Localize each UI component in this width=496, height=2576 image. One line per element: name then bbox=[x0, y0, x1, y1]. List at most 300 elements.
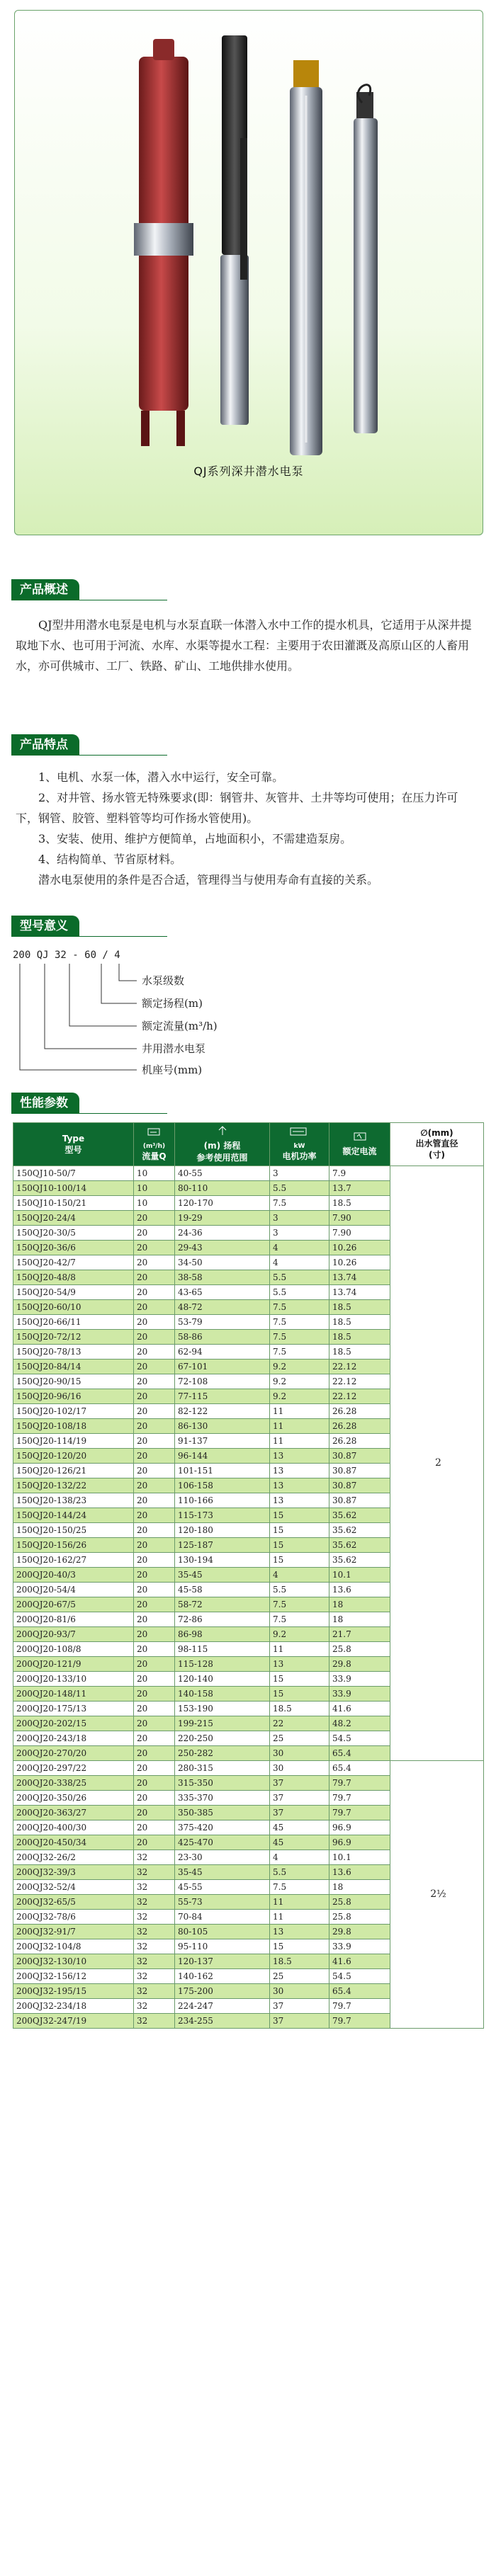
cell-flow: 20 bbox=[134, 1523, 175, 1538]
cell-head: 43-65 bbox=[175, 1285, 270, 1300]
cell-flow: 20 bbox=[134, 1657, 175, 1672]
cell-type: 150QJ20-24/4 bbox=[13, 1211, 134, 1226]
cell-type: 200QJ32-26/2 bbox=[13, 1850, 134, 1865]
cell-diameter: 2 bbox=[390, 1166, 484, 1761]
cell-head: 234-255 bbox=[175, 2014, 270, 2029]
cell-type: 150QJ20-114/19 bbox=[13, 1434, 134, 1449]
cell-flow: 32 bbox=[134, 1865, 175, 1880]
cell-head: 175-200 bbox=[175, 1984, 270, 1999]
cell-flow: 20 bbox=[134, 1731, 175, 1746]
model-label: 井用潜水电泵 bbox=[142, 1042, 206, 1055]
cell-power: 9.2 bbox=[270, 1374, 329, 1389]
cell-current: 7.9 bbox=[329, 1166, 390, 1181]
cell-type: 200QJ20-121/9 bbox=[13, 1657, 134, 1672]
cell-current: 96.9 bbox=[329, 1835, 390, 1850]
cell-head: 120-137 bbox=[175, 1954, 270, 1969]
cell-type: 200QJ20-133/10 bbox=[13, 1672, 134, 1687]
cell-flow: 32 bbox=[134, 1910, 175, 1925]
red-pump-image bbox=[134, 39, 193, 446]
cell-type: 150QJ20-144/24 bbox=[13, 1508, 134, 1523]
cell-power: 5.5 bbox=[270, 1285, 329, 1300]
cell-current: 79.7 bbox=[329, 1791, 390, 1806]
cell-type: 200QJ20-400/30 bbox=[13, 1820, 134, 1835]
header-flow: (m³/h) 流量Q bbox=[134, 1123, 175, 1166]
cell-head: 24-36 bbox=[175, 1226, 270, 1241]
cell-type: 150QJ20-162/27 bbox=[13, 1553, 134, 1568]
cell-current: 13.74 bbox=[329, 1270, 390, 1285]
cell-flow: 32 bbox=[134, 1954, 175, 1969]
cell-power: 4 bbox=[270, 1255, 329, 1270]
cell-type: 200QJ32-247/19 bbox=[13, 2014, 134, 2029]
cell-flow: 20 bbox=[134, 1478, 175, 1493]
cell-flow: 20 bbox=[134, 1627, 175, 1642]
cell-type: 200QJ20-450/34 bbox=[13, 1835, 134, 1850]
cell-flow: 20 bbox=[134, 1806, 175, 1820]
cell-current: 25.8 bbox=[329, 1910, 390, 1925]
cell-current: 33.9 bbox=[329, 1939, 390, 1954]
cell-current: 79.7 bbox=[329, 1776, 390, 1791]
cell-current: 26.28 bbox=[329, 1434, 390, 1449]
cell-head: 130-194 bbox=[175, 1553, 270, 1568]
cell-current: 29.8 bbox=[329, 1925, 390, 1939]
params-header bbox=[11, 1093, 496, 1114]
cell-power: 25 bbox=[270, 1731, 329, 1746]
feature-item: 潜水电泵使用的条件是否合适，管理得当与使用寿命有直接的关系。 bbox=[38, 873, 379, 887]
cell-power: 30 bbox=[270, 1984, 329, 1999]
features-title: 产品特点 bbox=[11, 734, 79, 756]
cell-power: 25 bbox=[270, 1969, 329, 1984]
cell-current: 10.1 bbox=[329, 1568, 390, 1583]
cell-power: 7.5 bbox=[270, 1300, 329, 1315]
cell-flow: 20 bbox=[134, 1404, 175, 1419]
model-label: 额定流量(m³/h) bbox=[142, 1020, 218, 1032]
cell-current: 26.28 bbox=[329, 1419, 390, 1434]
cell-current: 30.87 bbox=[329, 1478, 390, 1493]
cell-current: 30.87 bbox=[329, 1493, 390, 1508]
cell-power: 30 bbox=[270, 1746, 329, 1761]
cell-flow: 20 bbox=[134, 1241, 175, 1255]
cell-power: 7.5 bbox=[270, 1597, 329, 1612]
black-pump-image bbox=[220, 35, 249, 425]
cell-power: 13 bbox=[270, 1464, 329, 1478]
cell-head: 315-350 bbox=[175, 1776, 270, 1791]
cell-current: 65.4 bbox=[329, 1984, 390, 1999]
cell-head: 23-30 bbox=[175, 1850, 270, 1865]
cell-type: 150QJ10-50/7 bbox=[13, 1166, 134, 1181]
cell-type: 150QJ20-132/22 bbox=[13, 1478, 134, 1493]
motor-icon bbox=[270, 1127, 329, 1139]
cell-type: 150QJ20-156/26 bbox=[13, 1538, 134, 1553]
cell-current: 25.8 bbox=[329, 1895, 390, 1910]
product-photo bbox=[14, 10, 483, 535]
cell-current: 25.8 bbox=[329, 1642, 390, 1657]
cell-power: 15 bbox=[270, 1939, 329, 1954]
cell-power: 11 bbox=[270, 1419, 329, 1434]
cell-current: 18.5 bbox=[329, 1345, 390, 1360]
cell-flow: 32 bbox=[134, 1925, 175, 1939]
cell-power: 30 bbox=[270, 1761, 329, 1776]
cell-head: 115-128 bbox=[175, 1657, 270, 1672]
cell-power: 3 bbox=[270, 1166, 329, 1181]
model-label: 机座号(mm) bbox=[142, 1064, 203, 1076]
cell-type: 150QJ20-72/12 bbox=[13, 1330, 134, 1345]
cell-flow: 20 bbox=[134, 1672, 175, 1687]
cell-power: 4 bbox=[270, 1568, 329, 1583]
cell-head: 70-84 bbox=[175, 1910, 270, 1925]
cell-type: 150QJ20-54/9 bbox=[13, 1285, 134, 1300]
cell-current: 18.5 bbox=[329, 1300, 390, 1315]
header-head: (m) 扬程 参考使用范围 bbox=[175, 1123, 270, 1166]
cell-type: 200QJ20-297/22 bbox=[13, 1761, 134, 1776]
cell-current: 7.90 bbox=[329, 1211, 390, 1226]
cell-flow: 20 bbox=[134, 1389, 175, 1404]
table-row bbox=[13, 1761, 484, 1776]
cell-head: 67-101 bbox=[175, 1360, 270, 1374]
cell-current: 22.12 bbox=[329, 1389, 390, 1404]
cell-flow: 20 bbox=[134, 1300, 175, 1315]
cell-current: 35.62 bbox=[329, 1553, 390, 1568]
cell-type: 200QJ32-156/12 bbox=[13, 1969, 134, 1984]
cell-power: 22 bbox=[270, 1716, 329, 1731]
cell-power: 7.5 bbox=[270, 1330, 329, 1345]
cell-current: 18 bbox=[329, 1880, 390, 1895]
cell-type: 200QJ20-202/15 bbox=[13, 1716, 134, 1731]
cell-head: 220-250 bbox=[175, 1731, 270, 1746]
cell-flow: 10 bbox=[134, 1196, 175, 1211]
cell-flow: 20 bbox=[134, 1226, 175, 1241]
cell-type: 150QJ20-84/14 bbox=[13, 1360, 134, 1374]
divider bbox=[79, 755, 167, 756]
cell-power: 3 bbox=[270, 1226, 329, 1241]
cell-head: 350-385 bbox=[175, 1806, 270, 1820]
cell-power: 15 bbox=[270, 1538, 329, 1553]
cell-flow: 20 bbox=[134, 1360, 175, 1374]
cell-type: 200QJ20-363/27 bbox=[13, 1806, 134, 1820]
cell-type: 150QJ20-96/16 bbox=[13, 1389, 134, 1404]
params-title: 性能参数 bbox=[11, 1093, 79, 1114]
cell-type: 200QJ32-130/10 bbox=[13, 1954, 134, 1969]
cell-type: 200QJ20-148/11 bbox=[13, 1687, 134, 1702]
cell-flow: 32 bbox=[134, 1850, 175, 1865]
cell-power: 15 bbox=[270, 1672, 329, 1687]
cell-head: 53-79 bbox=[175, 1315, 270, 1330]
cell-type: 150QJ20-108/18 bbox=[13, 1419, 134, 1434]
cell-head: 98-115 bbox=[175, 1642, 270, 1657]
divider bbox=[79, 1113, 167, 1114]
cell-power: 37 bbox=[270, 1776, 329, 1791]
cell-type: 200QJ20-81/6 bbox=[13, 1612, 134, 1627]
cell-power: 7.5 bbox=[270, 1315, 329, 1330]
cell-type: 150QJ20-66/11 bbox=[13, 1315, 134, 1330]
cell-power: 5.5 bbox=[270, 1270, 329, 1285]
cell-flow: 20 bbox=[134, 1434, 175, 1449]
cell-type: 150QJ20-102/17 bbox=[13, 1404, 134, 1419]
cell-type: 200QJ20-270/20 bbox=[13, 1746, 134, 1761]
cell-current: 54.5 bbox=[329, 1969, 390, 1984]
cell-power: 5.5 bbox=[270, 1865, 329, 1880]
cell-current: 18 bbox=[329, 1612, 390, 1627]
cell-current: 18.5 bbox=[329, 1330, 390, 1345]
cell-current: 29.8 bbox=[329, 1657, 390, 1672]
cell-flow: 20 bbox=[134, 1746, 175, 1761]
cell-current: 18.5 bbox=[329, 1196, 390, 1211]
cell-power: 11 bbox=[270, 1404, 329, 1419]
cell-power: 4 bbox=[270, 1850, 329, 1865]
cell-flow: 20 bbox=[134, 1270, 175, 1285]
cell-head: 95-110 bbox=[175, 1939, 270, 1954]
header-type: Type 型号 bbox=[13, 1123, 134, 1166]
cell-power: 13 bbox=[270, 1478, 329, 1493]
cell-head: 153-190 bbox=[175, 1702, 270, 1716]
model-diagram bbox=[13, 950, 496, 1084]
cell-flow: 32 bbox=[134, 2014, 175, 2029]
cell-type: 150QJ20-36/6 bbox=[13, 1241, 134, 1255]
cell-type: 200QJ32-195/15 bbox=[13, 1984, 134, 1999]
cell-type: 150QJ10-100/14 bbox=[13, 1181, 134, 1196]
cell-power: 11 bbox=[270, 1642, 329, 1657]
steel-pump-image bbox=[290, 60, 322, 455]
cell-head: 19-29 bbox=[175, 1211, 270, 1226]
cell-current: 7.90 bbox=[329, 1226, 390, 1241]
cell-current: 13.74 bbox=[329, 1285, 390, 1300]
cell-current: 18.5 bbox=[329, 1315, 390, 1330]
cell-flow: 32 bbox=[134, 1969, 175, 1984]
cell-flow: 32 bbox=[134, 1984, 175, 1999]
model-label: 水泵级数 bbox=[142, 974, 185, 987]
cell-current: 30.87 bbox=[329, 1449, 390, 1464]
cell-flow: 20 bbox=[134, 1211, 175, 1226]
cell-type: 200QJ20-67/5 bbox=[13, 1597, 134, 1612]
cell-type: 200QJ20-175/13 bbox=[13, 1702, 134, 1716]
current-icon bbox=[329, 1132, 390, 1144]
cell-flow: 20 bbox=[134, 1776, 175, 1791]
cell-flow: 20 bbox=[134, 1508, 175, 1523]
cell-type: 200QJ32-104/8 bbox=[13, 1939, 134, 1954]
cell-current: 79.7 bbox=[329, 1806, 390, 1820]
cell-power: 5.5 bbox=[270, 1583, 329, 1597]
cell-power: 7.5 bbox=[270, 1196, 329, 1211]
cell-power: 18.5 bbox=[270, 1702, 329, 1716]
cell-head: 140-158 bbox=[175, 1687, 270, 1702]
cell-flow: 32 bbox=[134, 1939, 175, 1954]
cell-type: 200QJ32-78/6 bbox=[13, 1910, 134, 1925]
cell-power: 9.2 bbox=[270, 1389, 329, 1404]
cell-head: 425-470 bbox=[175, 1835, 270, 1850]
cell-current: 18 bbox=[329, 1597, 390, 1612]
head-icon bbox=[175, 1126, 269, 1138]
cell-flow: 20 bbox=[134, 1820, 175, 1835]
cell-flow: 20 bbox=[134, 1464, 175, 1478]
cell-type: 200QJ20-243/18 bbox=[13, 1731, 134, 1746]
cell-head: 72-108 bbox=[175, 1374, 270, 1389]
cell-flow: 20 bbox=[134, 1553, 175, 1568]
cell-power: 15 bbox=[270, 1553, 329, 1568]
cell-head: 140-162 bbox=[175, 1969, 270, 1984]
cell-head: 375-420 bbox=[175, 1820, 270, 1835]
cell-head: 224-247 bbox=[175, 1999, 270, 2014]
cell-head: 115-173 bbox=[175, 1508, 270, 1523]
cell-type: 150QJ20-30/5 bbox=[13, 1226, 134, 1241]
cell-flow: 20 bbox=[134, 1449, 175, 1464]
cell-power: 15 bbox=[270, 1687, 329, 1702]
cell-flow: 20 bbox=[134, 1583, 175, 1597]
cell-head: 101-151 bbox=[175, 1464, 270, 1478]
cell-current: 35.62 bbox=[329, 1538, 390, 1553]
cell-head: 80-105 bbox=[175, 1925, 270, 1939]
cell-current: 65.4 bbox=[329, 1761, 390, 1776]
header-diameter: ∅(mm) 出水管直径(寸) bbox=[390, 1123, 484, 1166]
cell-power: 37 bbox=[270, 1999, 329, 2014]
cell-head: 48-72 bbox=[175, 1300, 270, 1315]
cell-power: 11 bbox=[270, 1434, 329, 1449]
cell-power: 7.5 bbox=[270, 1612, 329, 1627]
header-power: kW 电机功率 bbox=[270, 1123, 329, 1166]
model-code: 200 QJ 32 - 60 / 4 bbox=[13, 950, 120, 961]
cell-head: 72-86 bbox=[175, 1612, 270, 1627]
cell-head: 120-140 bbox=[175, 1672, 270, 1687]
cell-head: 91-137 bbox=[175, 1434, 270, 1449]
cell-current: 41.6 bbox=[329, 1702, 390, 1716]
cell-flow: 10 bbox=[134, 1181, 175, 1196]
feature-item: 2、对井管、扬水管无特殊要求(即：钢管井、灰管井、土井等均可使用；在压力许可下，钢管、胶管、塑料管等均可作扬水管使用)。 bbox=[16, 791, 458, 825]
cell-flow: 20 bbox=[134, 1597, 175, 1612]
cell-head: 86-98 bbox=[175, 1627, 270, 1642]
cell-head: 62-94 bbox=[175, 1345, 270, 1360]
cell-type: 200QJ20-350/26 bbox=[13, 1791, 134, 1806]
cell-current: 41.6 bbox=[329, 1954, 390, 1969]
cell-head: 106-158 bbox=[175, 1478, 270, 1493]
feature-item: 4、结构简单、节省原材料。 bbox=[38, 853, 182, 866]
model-label: 额定扬程(m) bbox=[142, 997, 203, 1010]
cell-flow: 32 bbox=[134, 1880, 175, 1895]
cell-power: 13 bbox=[270, 1493, 329, 1508]
cell-flow: 20 bbox=[134, 1702, 175, 1716]
cell-type: 150QJ20-120/20 bbox=[13, 1449, 134, 1464]
cell-power: 11 bbox=[270, 1895, 329, 1910]
cell-type: 200QJ20-93/7 bbox=[13, 1627, 134, 1642]
cell-head: 38-58 bbox=[175, 1270, 270, 1285]
overview-text: QJ型井用潜水电泵是电机与水泵直联一体潜入水中工作的提水机具，它适用于从深井提取地下水、也可用于河流、水库、水渠等提水工程：主要用于农田灌溉及高原山区的人畜用水，亦可供城市、工厂、铁路、矿山、工地供排水使用。 bbox=[16, 618, 472, 673]
cell-current: 21.7 bbox=[329, 1627, 390, 1642]
cell-head: 86-130 bbox=[175, 1419, 270, 1434]
cell-current: 33.9 bbox=[329, 1687, 390, 1702]
cell-head: 40-55 bbox=[175, 1166, 270, 1181]
cell-head: 199-215 bbox=[175, 1716, 270, 1731]
slim-pump-image bbox=[354, 85, 378, 433]
cell-power: 4 bbox=[270, 1241, 329, 1255]
cell-diameter: 2½ bbox=[390, 1761, 484, 2029]
cell-type: 200QJ20-108/8 bbox=[13, 1642, 134, 1657]
cell-head: 29-43 bbox=[175, 1241, 270, 1255]
cell-power: 37 bbox=[270, 2014, 329, 2029]
cell-current: 13.6 bbox=[329, 1865, 390, 1880]
cell-head: 77-115 bbox=[175, 1389, 270, 1404]
cell-current: 26.28 bbox=[329, 1404, 390, 1419]
params-table bbox=[13, 1122, 484, 2029]
cell-current: 10.26 bbox=[329, 1255, 390, 1270]
cell-head: 280-315 bbox=[175, 1761, 270, 1776]
cell-power: 13 bbox=[270, 1449, 329, 1464]
cell-flow: 20 bbox=[134, 1493, 175, 1508]
cell-current: 33.9 bbox=[329, 1672, 390, 1687]
cell-power: 15 bbox=[270, 1508, 329, 1523]
model-header bbox=[11, 916, 496, 937]
cell-flow: 20 bbox=[134, 1374, 175, 1389]
flow-icon bbox=[134, 1127, 174, 1139]
table-row bbox=[13, 1166, 484, 1181]
cell-power: 7.5 bbox=[270, 1345, 329, 1360]
cell-current: 79.7 bbox=[329, 1999, 390, 2014]
cell-power: 45 bbox=[270, 1835, 329, 1850]
header-current: 额定电流 bbox=[329, 1123, 390, 1166]
cell-power: 7.5 bbox=[270, 1880, 329, 1895]
cell-flow: 20 bbox=[134, 1791, 175, 1806]
cell-head: 58-72 bbox=[175, 1597, 270, 1612]
cell-flow: 20 bbox=[134, 1612, 175, 1627]
cell-power: 9.2 bbox=[270, 1627, 329, 1642]
cell-flow: 20 bbox=[134, 1568, 175, 1583]
cell-flow: 20 bbox=[134, 1835, 175, 1850]
cell-power: 13 bbox=[270, 1925, 329, 1939]
cell-power: 11 bbox=[270, 1910, 329, 1925]
params-table-body bbox=[13, 1166, 484, 2029]
cell-flow: 32 bbox=[134, 1999, 175, 2014]
cell-head: 82-122 bbox=[175, 1404, 270, 1419]
cell-type: 200QJ32-91/7 bbox=[13, 1925, 134, 1939]
cell-head: 110-166 bbox=[175, 1493, 270, 1508]
cell-type: 200QJ32-39/3 bbox=[13, 1865, 134, 1880]
cell-head: 120-180 bbox=[175, 1523, 270, 1538]
cell-power: 15 bbox=[270, 1523, 329, 1538]
cell-flow: 20 bbox=[134, 1642, 175, 1657]
cell-type: 200QJ32-52/4 bbox=[13, 1880, 134, 1895]
params-table-wrapper bbox=[13, 1122, 483, 2029]
cell-type: 200QJ32-65/5 bbox=[13, 1895, 134, 1910]
cell-flow: 20 bbox=[134, 1330, 175, 1345]
cell-current: 13.7 bbox=[329, 1181, 390, 1196]
cell-current: 22.12 bbox=[329, 1360, 390, 1374]
cell-power: 37 bbox=[270, 1791, 329, 1806]
cell-current: 10.1 bbox=[329, 1850, 390, 1865]
cell-type: 150QJ20-42/7 bbox=[13, 1255, 134, 1270]
cell-power: 3 bbox=[270, 1211, 329, 1226]
cell-type: 200QJ20-54/4 bbox=[13, 1583, 134, 1597]
cell-current: 30.87 bbox=[329, 1464, 390, 1478]
cell-type: 200QJ32-234/18 bbox=[13, 1999, 134, 2014]
cell-power: 37 bbox=[270, 1806, 329, 1820]
cell-current: 79.7 bbox=[329, 2014, 390, 2029]
cell-current: 35.62 bbox=[329, 1523, 390, 1538]
cell-flow: 20 bbox=[134, 1315, 175, 1330]
cell-power: 9.2 bbox=[270, 1360, 329, 1374]
cell-type: 150QJ10-150/21 bbox=[13, 1196, 134, 1211]
cell-head: 45-58 bbox=[175, 1583, 270, 1597]
divider bbox=[79, 936, 167, 937]
cell-flow: 10 bbox=[134, 1166, 175, 1181]
features-header bbox=[11, 734, 496, 756]
cell-flow: 20 bbox=[134, 1761, 175, 1776]
cell-head: 335-370 bbox=[175, 1791, 270, 1806]
feature-item: 1、电机、水泵一体，潜入水中运行，安全可靠。 bbox=[38, 770, 284, 784]
cell-flow: 20 bbox=[134, 1538, 175, 1553]
cell-power: 45 bbox=[270, 1820, 329, 1835]
cell-head: 45-55 bbox=[175, 1880, 270, 1895]
cell-current: 96.9 bbox=[329, 1820, 390, 1835]
cell-power: 13 bbox=[270, 1657, 329, 1672]
overview-header bbox=[11, 579, 496, 600]
hero-caption: QJ系列深井潜水电泵 bbox=[193, 465, 304, 478]
cell-flow: 20 bbox=[134, 1345, 175, 1360]
